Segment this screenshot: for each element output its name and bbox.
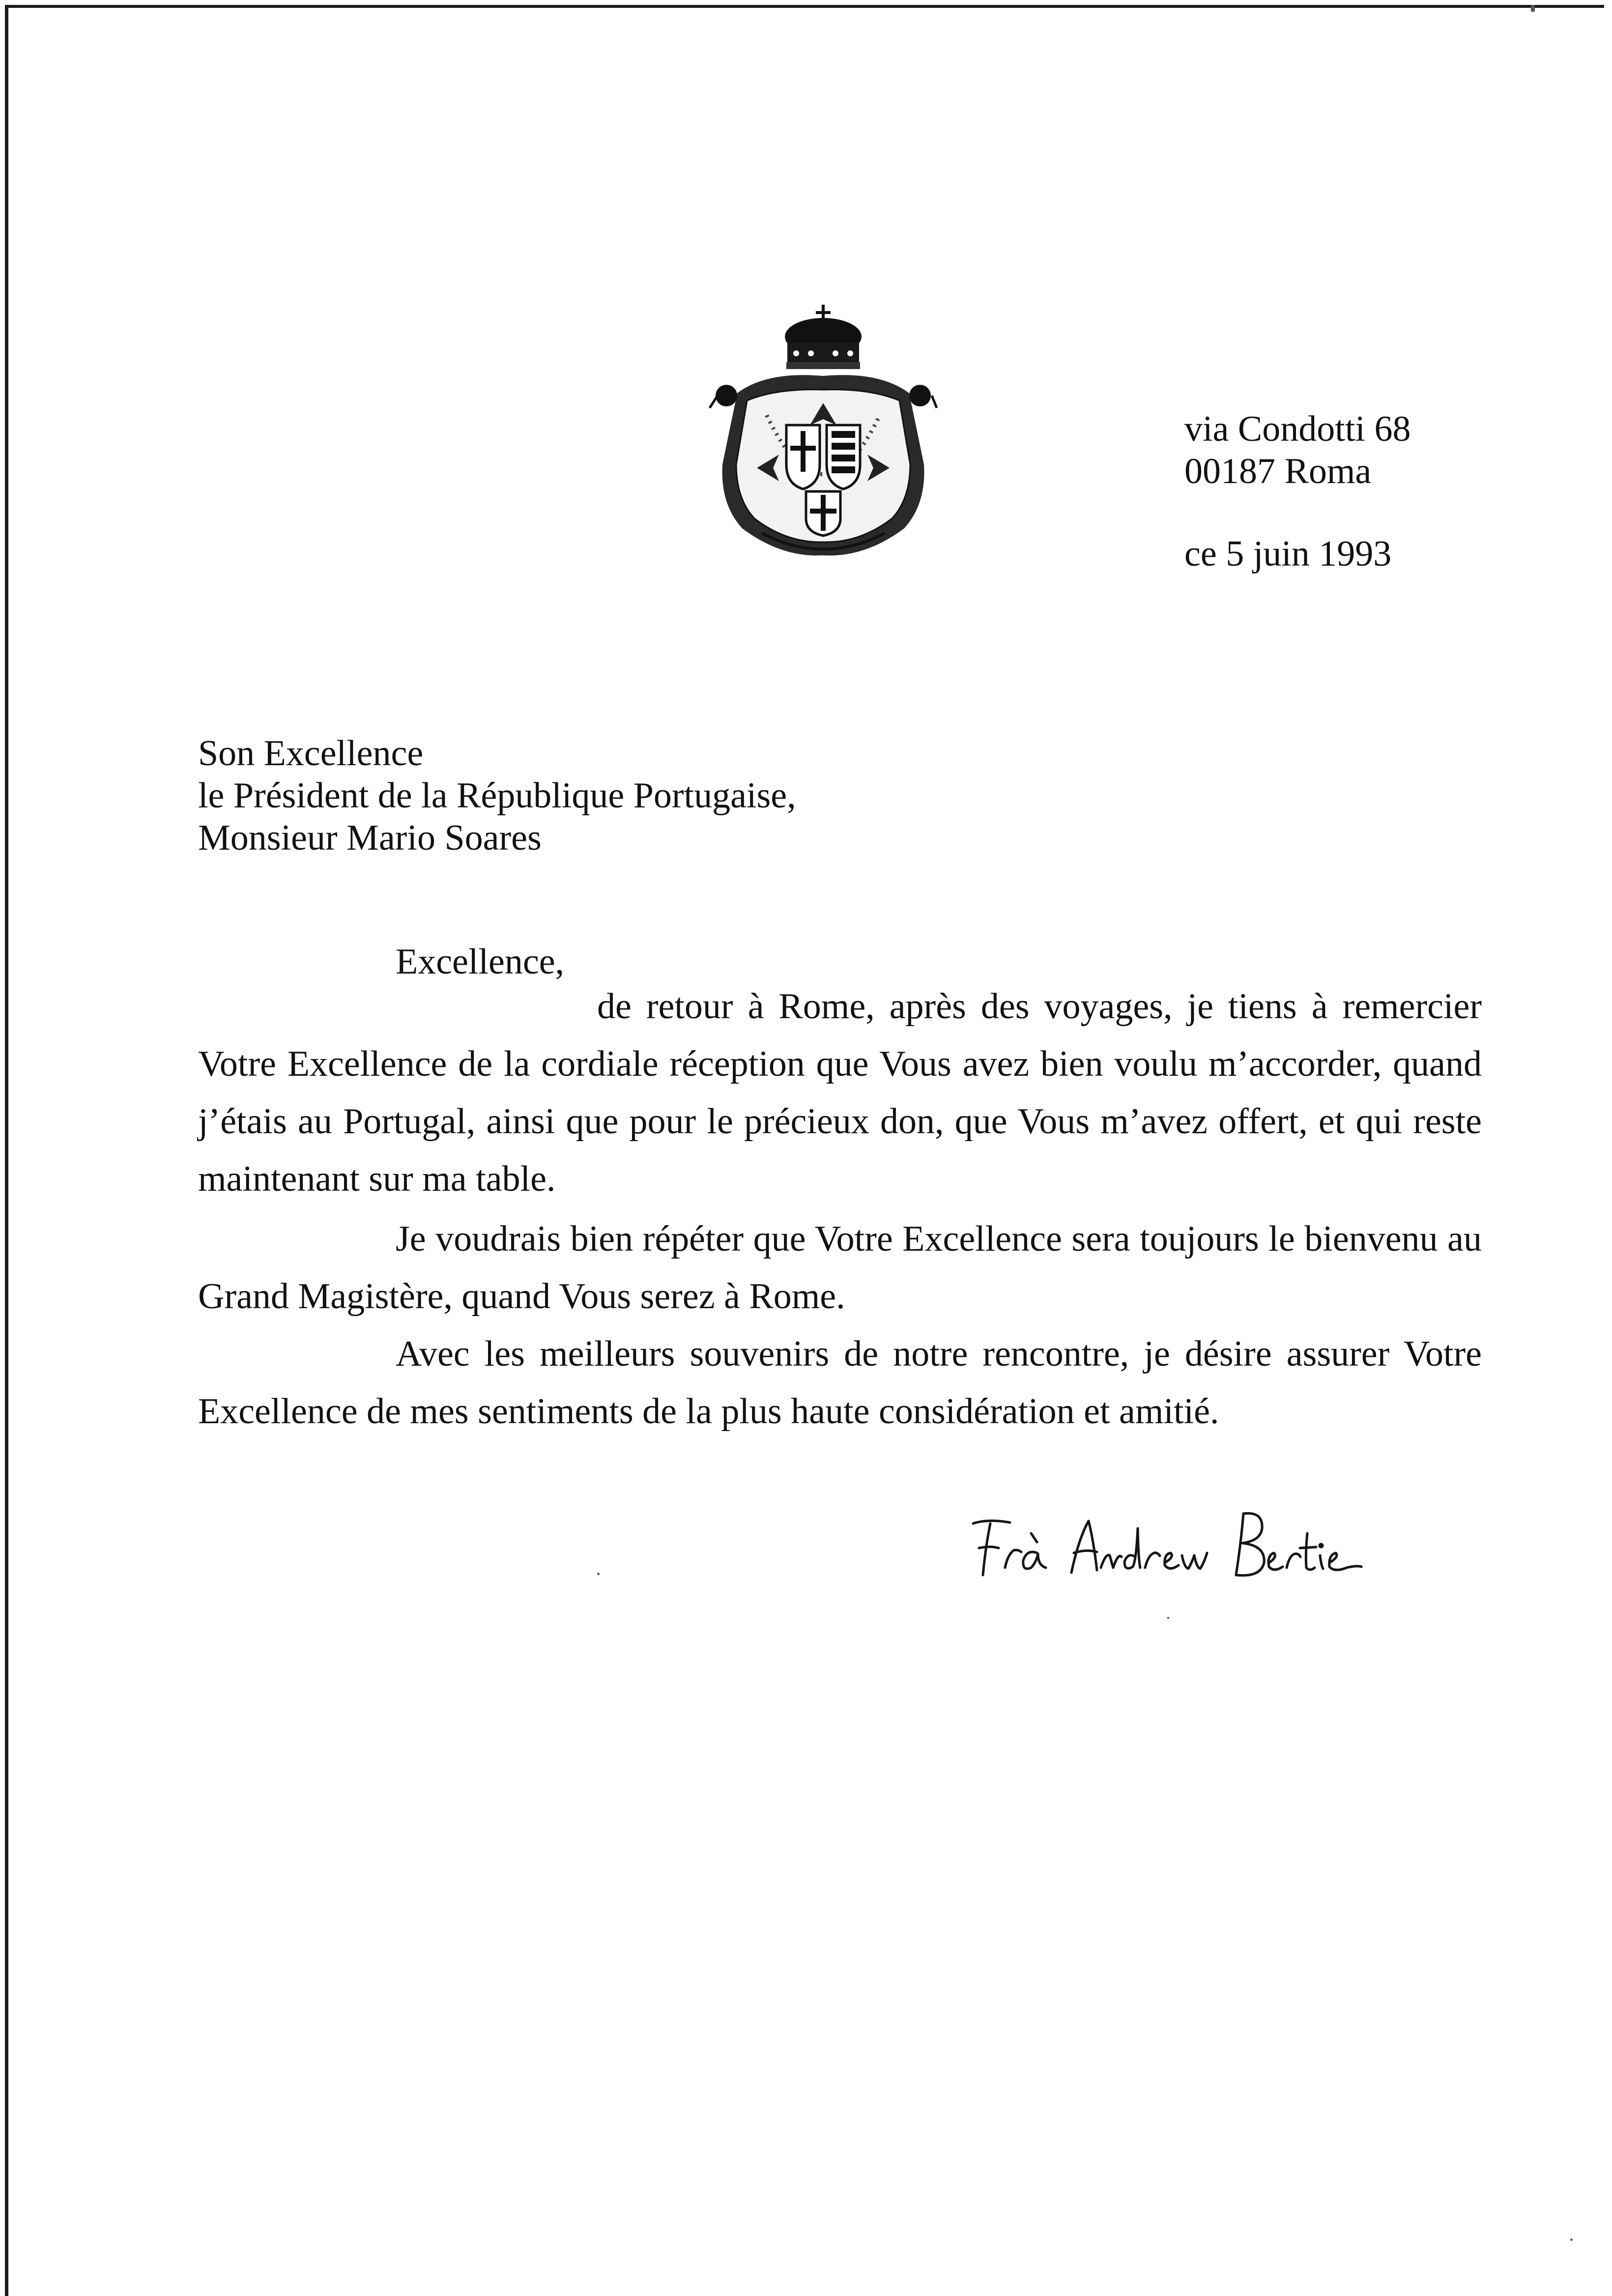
recipient-line1: Son Excellence (198, 733, 424, 774)
body-paragraph-2: Je voudrais bien répéter que Votre Excellence sera toujours le bienvenu au Grand Magistère, quand Vous serez à Rome. (198, 1219, 1482, 1317)
coat-of-arms-icon (708, 302, 939, 565)
scan-border-top (7, 5, 1604, 8)
scan-speck (597, 1573, 600, 1575)
recipient-block (198, 732, 796, 859)
handwritten-signature-icon (968, 1494, 1371, 1592)
recipient-line3: Monsieur Mario Soares (198, 818, 542, 858)
scan-speck (1570, 2239, 1573, 2241)
address-line2: 00187 Roma (1184, 451, 1372, 491)
letter-date: ce 5 juin 1993 (1184, 534, 1392, 574)
sender-address (1184, 408, 1410, 492)
scan-border-left (5, 5, 8, 2296)
body-paragraph-1: de retour à Rome, après des voyages, je tiens à remercier Votre Excellence de la cordiale réception que Vous avez bien voulu m’accorder, quand j’étais au Portugal, ainsi que pour le précieux don, que Vous m’avez offert, et qui reste maintenant sur ma table. (198, 986, 1482, 1199)
scan-speck (1531, 5, 1535, 12)
salutation: Excellence, (396, 942, 565, 982)
address-line1: via Condotti 68 (1184, 409, 1411, 449)
scan-speck (1167, 1617, 1169, 1619)
body-paragraph-3: Avec les meilleurs souvenirs de notre rencontre, je désire assurer Votre Excellence de mes sentiments de la plus haute considération et amitié. (198, 1334, 1482, 1432)
recipient-line2: le Président de la République Portugaise, (198, 775, 796, 816)
